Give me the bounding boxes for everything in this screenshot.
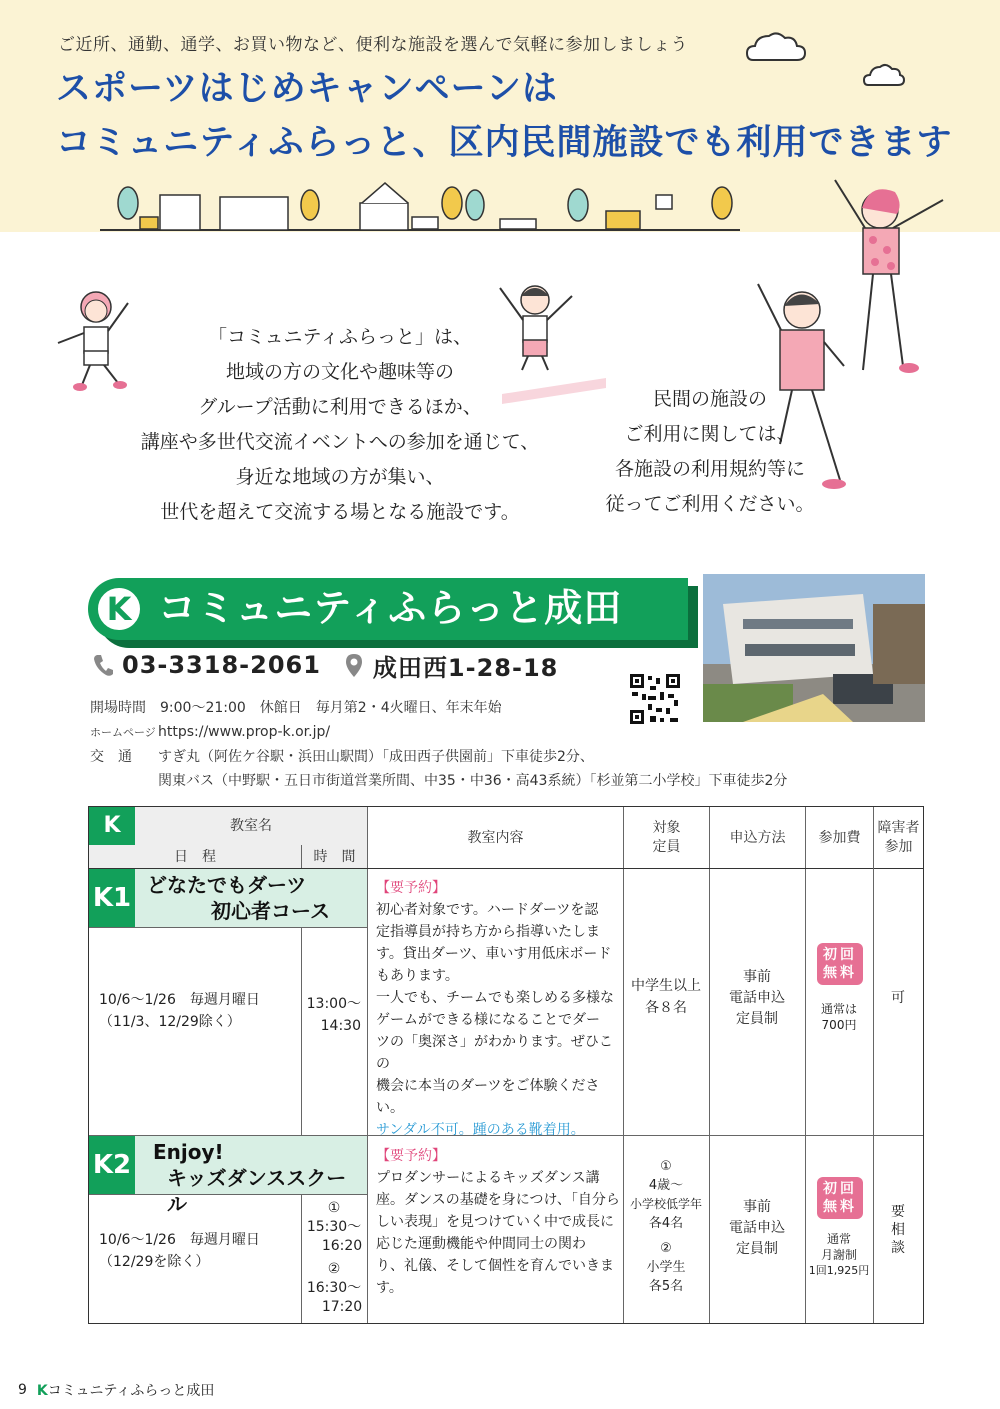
class-table	[88, 806, 924, 1324]
class-title-line1: どなたでもダーツ	[147, 873, 307, 897]
row-divider	[89, 1194, 367, 1195]
target-age: 4歳～	[648, 1178, 684, 1193]
time-start: 13:00～	[306, 996, 361, 1012]
homepage-row	[90, 720, 787, 745]
access-line2: 関東バス（中野駅・五日市街道営業所間、中35・中36・高43系統）「杉並第二小学校」下車徒歩2分	[158, 773, 788, 789]
content-line: 機会に本当のダーツをご体験くださ	[376, 1078, 600, 1094]
homepage-link[interactable]: https://www.prop-k.or.jp/	[158, 724, 331, 740]
fee-k2	[805, 1231, 873, 1279]
intro-description	[100, 320, 580, 530]
footer-code: K	[36, 1383, 48, 1399]
apply-line2: 電話申込	[729, 990, 785, 1006]
apply-line3: 定員制	[736, 1011, 778, 1027]
class-title-line2: キッズダンススクール	[167, 1166, 347, 1216]
notice-line: 各施設の利用規約等に	[614, 458, 805, 480]
intro-line: 世代を超えて交流する場となる施設です。	[160, 501, 520, 523]
page-footer	[18, 1380, 214, 1400]
target-capacity: 各4名	[648, 1216, 684, 1231]
intro-line: グループ活動に利用できるほか、	[198, 396, 482, 418]
content-line: ツの「奥深さ」がわかります。ぜひこの	[376, 1034, 613, 1072]
private-facility-notice	[560, 382, 860, 522]
access-line1: すぎ丸（阿佐ケ谷駅・浜田山駅間）「成田西子供園前」下車徒歩2分、	[158, 749, 594, 765]
hero-title-line1: スポーツはじめキャンペーンは	[56, 69, 558, 109]
time-option-number: ②	[327, 1261, 341, 1277]
footer-facility	[37, 1380, 214, 1400]
apply-line1: 事前	[743, 969, 771, 985]
facility-code-badge: K	[94, 584, 144, 634]
fee-line1: 通常	[826, 1232, 851, 1246]
reservation-required: 【要予約】	[376, 880, 446, 896]
header-fee: 参加費	[805, 807, 873, 869]
time-k1	[303, 993, 365, 1037]
apply-k1	[709, 967, 805, 1030]
apply-line2: 電話申込	[729, 1220, 785, 1236]
time-end: 14:30	[320, 1018, 361, 1034]
intro-line: 講座や多世代交流イベントへの参加を通じて、	[140, 431, 540, 453]
target-age: 小学生	[646, 1260, 686, 1275]
first-time-free-badge	[817, 1177, 863, 1219]
target-option-number: ②	[660, 1241, 672, 1256]
content-line: プロダンサーによるキッズダンス講	[376, 1170, 600, 1186]
fee-line2: 700円	[821, 1018, 857, 1032]
target-k1	[623, 975, 709, 1019]
content-k1	[376, 877, 621, 1141]
header-target-line1: 対象	[652, 820, 681, 836]
fee-line1: 通常は	[820, 1002, 857, 1016]
phone-icon	[92, 652, 114, 678]
content-line: しい表現」を見つけていく中で成長に	[376, 1214, 614, 1230]
content-line: す。貸出ダーツ、車いす用低床ボード	[376, 946, 612, 962]
apply-line1: 事前	[743, 1199, 771, 1215]
qr-code[interactable]	[628, 672, 682, 726]
content-line: もあります。	[376, 968, 459, 984]
target-capacity: 各８名	[645, 1000, 687, 1016]
content-line: 初心者対象です。ハードダーツを認	[376, 902, 599, 918]
facility-banner	[88, 576, 688, 642]
content-line: 定指導員が持ち方から指導いたしま	[376, 924, 600, 940]
access-row	[90, 745, 787, 769]
notice-line: ご利用に関しては、	[624, 423, 796, 445]
disability-line: 要	[891, 1204, 905, 1220]
header-disability-line1: 障害者	[877, 820, 920, 836]
opening-hours: 開場時間 9:00～21:00 休館日 毎月第2・4火曜日、年末年始	[90, 700, 502, 716]
town-skyline-illustration	[100, 175, 740, 235]
time-end: 16:20	[321, 1238, 363, 1254]
target-capacity: 各5名	[648, 1279, 684, 1294]
fee-k1	[805, 1001, 873, 1033]
location-pin-icon	[343, 652, 365, 678]
badge-line1: 初回	[823, 1181, 857, 1197]
facility-name: コミュニティふらっと成田	[158, 586, 623, 630]
reservation-required: 【要予約】	[376, 1148, 446, 1164]
target-grade: 小学校低学年	[629, 1197, 702, 1211]
cloud-icon	[862, 60, 906, 88]
disability-k1: 可	[891, 990, 905, 1006]
content-line: す。	[376, 1280, 403, 1296]
facility-building-photo	[703, 574, 925, 722]
class-code-k2: K2	[89, 1136, 135, 1194]
disability-line: 談	[891, 1240, 905, 1256]
time-option-number: ①	[327, 1200, 341, 1216]
facility-details	[90, 696, 787, 793]
content-col-divider	[367, 869, 368, 1323]
badge-line1: 初回	[823, 947, 857, 963]
time-col-divider	[301, 927, 302, 1135]
time-start: 15:30～	[306, 1219, 362, 1235]
fee-line3: 1回1,925円	[808, 1264, 870, 1277]
footwear-note: サンダル不可。踵のある靴着用。	[376, 1122, 585, 1138]
content-line: ゲームができる様になることでダー	[376, 1012, 600, 1028]
header-content: 教室内容	[367, 807, 623, 869]
target-k2	[623, 1157, 709, 1296]
footer-facility-name: コミュニティふらっと成田	[47, 1383, 215, 1399]
apply-line3: 定員制	[736, 1241, 778, 1257]
target-option-number: ①	[660, 1159, 672, 1174]
header-time: 時 間	[301, 845, 367, 869]
intro-line: 身近な地域の方が集い、	[235, 466, 445, 488]
facility-contact	[92, 648, 558, 682]
header-class-name: 教室名	[135, 807, 367, 845]
header-target	[623, 807, 709, 869]
time-col-divider	[301, 1194, 302, 1323]
schedule-k2	[99, 1229, 299, 1273]
header-apply: 申込方法	[709, 807, 805, 869]
content-line: り、礼儀、そして個性を育んでいきま	[376, 1258, 614, 1274]
hero-subtitle: ご近所、通勤、通学、お買い物など、便利な施設を選んで気軽に参加しましょう	[58, 35, 688, 55]
content-line: 座。ダンスの基礎を身につけ、「自分ら	[376, 1192, 620, 1208]
time-end: 17:20	[321, 1299, 363, 1315]
table-k-cell: K	[89, 807, 135, 845]
badge-line2: 無料	[823, 1199, 857, 1215]
time-k2	[303, 1199, 365, 1317]
header-target-line2: 定員	[652, 839, 681, 855]
schedule-line2: （12/29を除く）	[99, 1254, 210, 1270]
class-code-k1: K1	[89, 869, 135, 927]
target-age: 中学生以上	[631, 978, 701, 994]
disability-k2	[873, 1203, 923, 1257]
address: 成田西1-28-18	[372, 653, 559, 682]
row-divider	[89, 927, 367, 928]
notice-line: 従ってご利用ください。	[605, 493, 815, 515]
schedule-line1: 10/6～1/26 毎週月曜日	[99, 992, 260, 1008]
cloud-icon	[745, 28, 807, 64]
header-disability	[873, 807, 923, 869]
apply-k2	[709, 1197, 805, 1260]
schedule-k1	[99, 989, 299, 1033]
notice-line: 民間の施設の	[652, 388, 767, 410]
badge-line2: 無料	[823, 965, 857, 981]
header-disability-line2: 参加	[884, 839, 913, 855]
schedule-line1: 10/6～1/26 毎週月曜日	[99, 1232, 260, 1248]
intro-line: 「コミュニティふらっと」は、	[207, 326, 473, 348]
first-time-free-badge	[817, 943, 863, 985]
time-start: 16:30～	[306, 1280, 362, 1296]
fee-line2: 月謝制	[820, 1248, 857, 1262]
phone-number[interactable]: 03-3318-2061	[122, 651, 321, 679]
class-title-line2: 初心者コース	[211, 899, 330, 923]
hero-title-line2: コミュニティふらっと、区内民間施設でも利用できます	[56, 123, 953, 163]
disability-line: 相	[891, 1222, 905, 1238]
page-number: 9	[18, 1382, 27, 1398]
content-line: い。	[376, 1100, 404, 1116]
hero-title	[56, 62, 953, 170]
schedule-line2: （11/3、12/29除く）	[99, 1014, 241, 1030]
intro-line: 地域の方の文化や趣味等の	[225, 361, 454, 383]
access-label: 交 通	[90, 749, 132, 765]
class-title-line1: Enjoy!	[153, 1140, 224, 1164]
content-line: 一人でも、チームでも楽しめる多様な	[376, 990, 614, 1006]
content-k2	[376, 1145, 621, 1299]
homepage-label: ホームページ	[90, 726, 156, 739]
header-schedule: 日 程	[89, 845, 301, 869]
class-title-k1	[147, 872, 361, 924]
content-line: 応じた運動機能や仲間同士の関わ	[376, 1236, 586, 1252]
